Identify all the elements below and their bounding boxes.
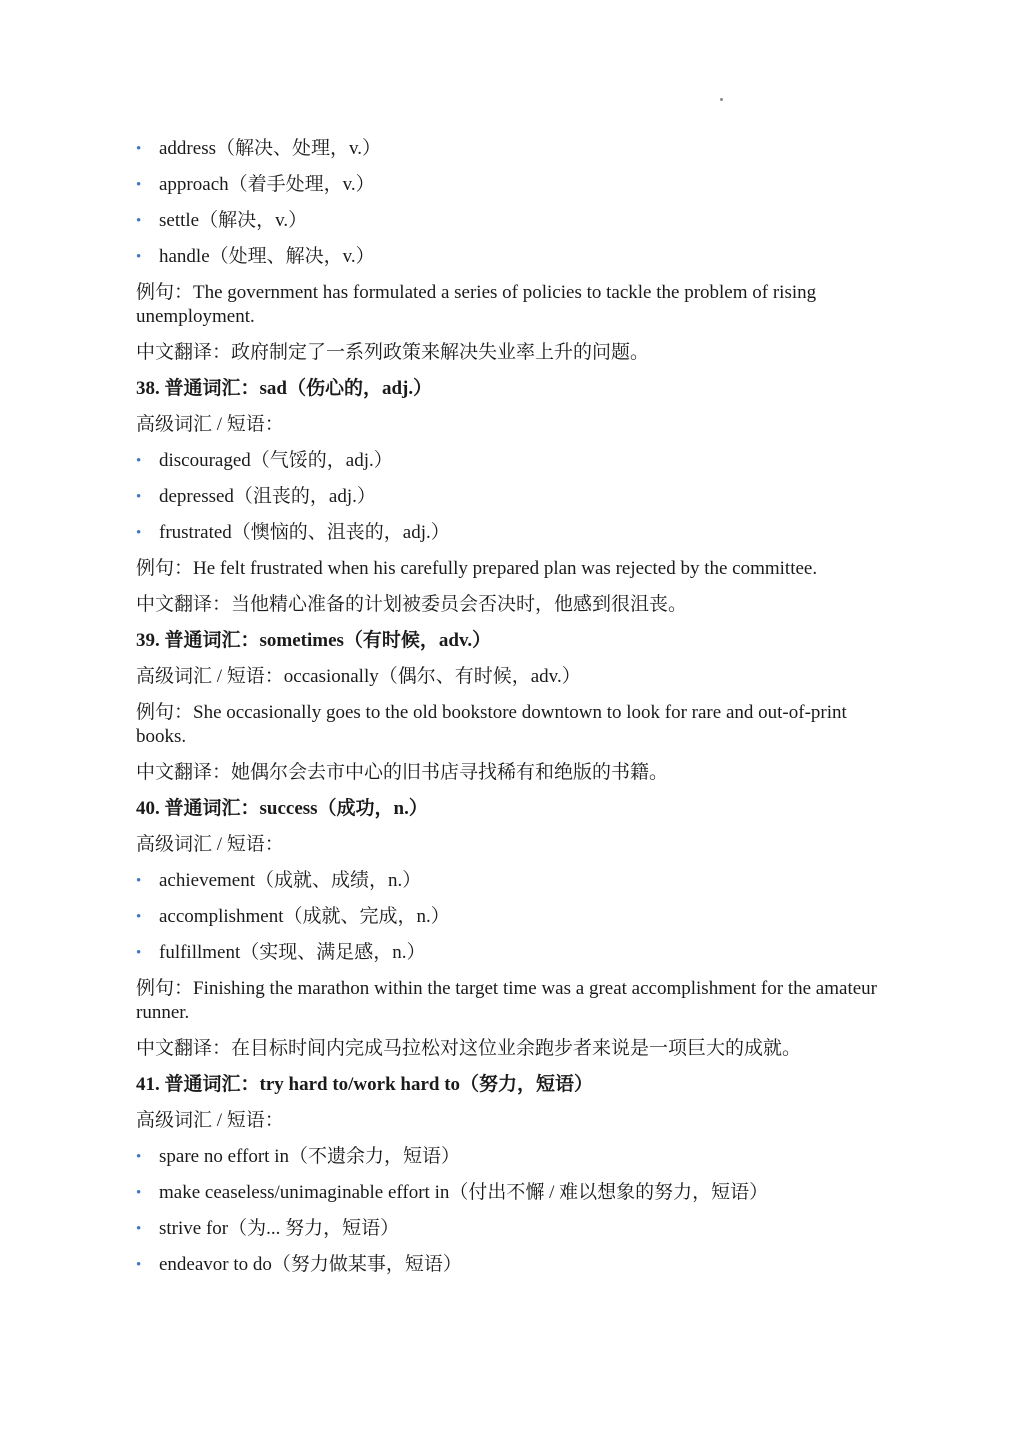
list-item-text: endeavor to do（努力做某事，短语）: [159, 1254, 462, 1275]
bullet-icon: •: [136, 873, 142, 889]
document-content: [136, 134, 896, 1286]
list-item-text: make ceaseless/unimaginable effort in（付出不懈 / 难以想象的努力，短语）: [159, 1182, 769, 1203]
list-item: [136, 206, 896, 242]
bullet-icon: •: [136, 213, 142, 229]
list-item-text: spare no effort in（不遗余力，短语）: [159, 1146, 460, 1167]
chinese-translation: 中文翻译：政府制定了一系列政策来解决失业率上升的问题。: [136, 342, 650, 363]
bullet-icon: •: [136, 1257, 142, 1273]
list-item: [136, 902, 896, 938]
list-item: [136, 866, 896, 902]
bullet-icon: •: [136, 909, 142, 925]
list-item-text: achievement（成就、成绩，n.）: [159, 870, 422, 891]
section-heading: 40. 普通词汇：success（成功，n.）: [136, 798, 428, 819]
bullet-icon: •: [136, 1185, 142, 1201]
bullet-icon: •: [136, 489, 142, 505]
example-sentence: 例句：She occasionally goes to the old bookstore downtown to look for rare and out-of-print books.: [136, 702, 847, 747]
bullet-icon: •: [136, 249, 142, 265]
list-item: [136, 134, 896, 170]
list-item: [136, 170, 896, 206]
list-item: [136, 938, 896, 974]
section-heading: 41. 普通词汇：try hard to/work hard to（努力，短语）: [136, 1074, 594, 1095]
list-item: [136, 482, 896, 518]
bullet-icon: •: [136, 453, 142, 469]
bullet-icon: •: [136, 1149, 142, 1165]
bullet-icon: •: [136, 141, 142, 157]
list-item: [136, 1214, 896, 1250]
list-item: [136, 242, 896, 278]
advanced-vocab-label: 高级词汇 / 短语：: [136, 1110, 284, 1131]
list-item-text: frustrated（懊恼的、沮丧的，adj.）: [159, 522, 450, 543]
list-item-text: depressed（沮丧的，adj.）: [159, 486, 376, 507]
example-sentence: 例句：The government has formulated a series of policies to tackle the problem of rising unemployment.: [136, 282, 817, 327]
bullet-icon: •: [136, 945, 142, 961]
list-item-text: accomplishment（成就、完成，n.）: [159, 906, 450, 927]
bullet-icon: •: [136, 177, 142, 193]
list-item-text: address（解决、处理，v.）: [159, 138, 381, 159]
list-item-text: handle（处理、解决，v.）: [159, 246, 375, 267]
list-item-text: discouraged（气馁的，adj.）: [159, 450, 393, 471]
list-item: [136, 1142, 896, 1178]
list-item: [136, 518, 896, 554]
advanced-vocab-label: 高级词汇 / 短语：occasionally（偶尔、有时候，adv.）: [136, 666, 581, 687]
section-heading: 39. 普通词汇：sometimes（有时候，adv.）: [136, 630, 492, 651]
stray-dot-mark: [720, 98, 723, 101]
example-sentence: 例句：He felt frustrated when his carefully prepared plan was rejected by the committee.: [136, 558, 818, 579]
chinese-translation: 中文翻译：在目标时间内完成马拉松对这位业余跑步者来说是一项巨大的成就。: [136, 1038, 802, 1059]
bullet-icon: •: [136, 1221, 142, 1237]
list-item: [136, 1250, 896, 1286]
section-heading: 38. 普通词汇：sad（伤心的，adj.）: [136, 378, 433, 399]
list-item-text: fulfillment（实现、满足感，n.）: [159, 942, 426, 963]
list-item-text: approach（着手处理，v.）: [159, 174, 375, 195]
advanced-vocab-label: 高级词汇 / 短语：: [136, 834, 284, 855]
list-item: [136, 1178, 896, 1214]
list-item-text: strive for（为... 努力，短语）: [159, 1218, 400, 1239]
advanced-vocab-label: 高级词汇 / 短语：: [136, 414, 284, 435]
list-item-text: settle（解决，v.）: [159, 210, 308, 231]
bullet-icon: •: [136, 525, 142, 541]
chinese-translation: 中文翻译：当他精心准备的计划被委员会否决时，他感到很沮丧。: [136, 594, 688, 615]
example-sentence: 例句：Finishing the marathon within the target time was a great accomplishment for the amateur runner.: [136, 978, 877, 1023]
list-item: [136, 446, 896, 482]
chinese-translation: 中文翻译：她偶尔会去市中心的旧书店寻找稀有和绝版的书籍。: [136, 762, 669, 783]
